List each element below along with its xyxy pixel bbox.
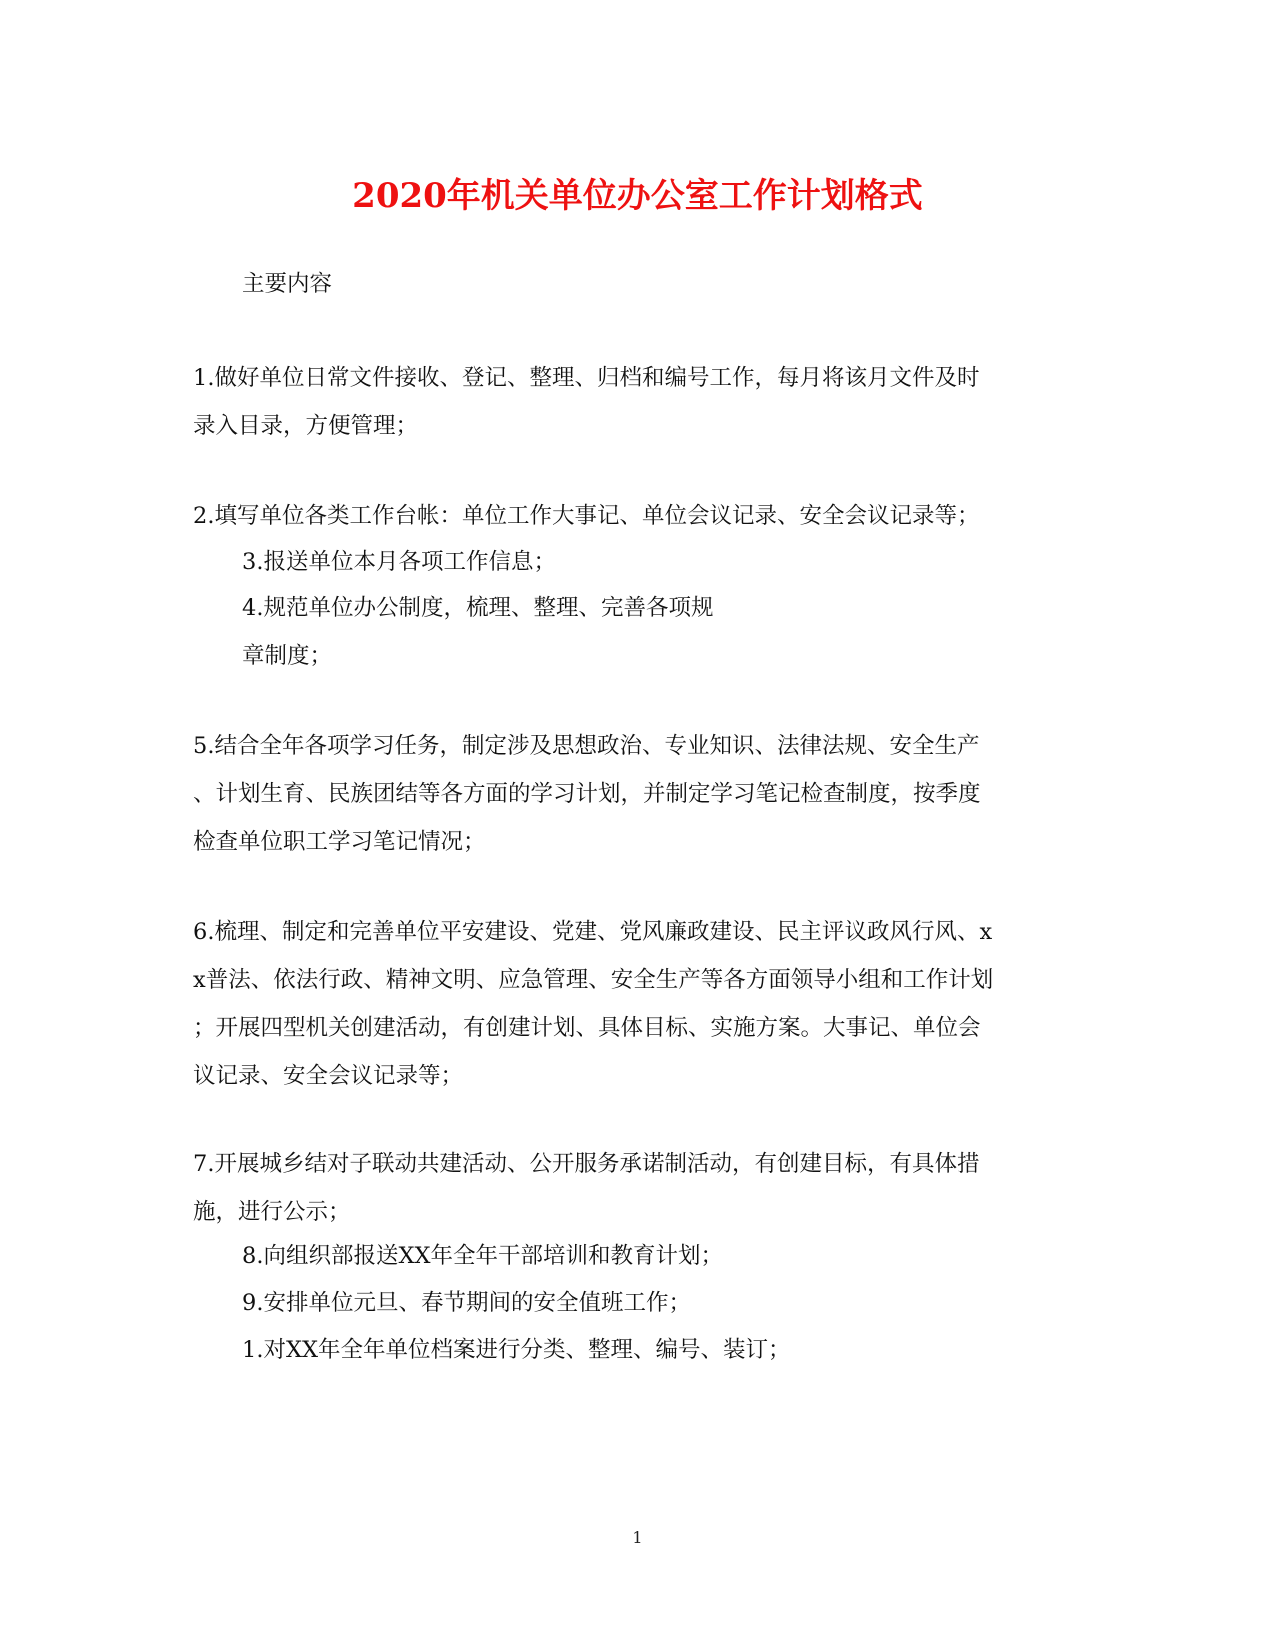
list-item (242, 584, 1142, 680)
list-item-line: 检查单位职工学习笔记情况； (193, 829, 486, 855)
list-item (242, 1279, 1142, 1327)
list-item-line: 施，进行公示； (193, 1199, 351, 1225)
list-item (193, 1140, 1093, 1236)
document-title: 2020年机关单位办公室工作计划格式 (352, 176, 923, 216)
section-heading (242, 260, 1142, 308)
list-item-line: 1.对XX年全年单位档案进行分类、整理、编号、装订； (242, 1337, 791, 1363)
list-item-line: 录入目录，方便管理； (193, 413, 419, 439)
list-item (242, 1232, 1142, 1280)
list-item-line: 7.开展城乡结对子联动共建活动、公开服务承诺制活动，有创建目标，有具体措 (193, 1151, 980, 1177)
list-item-line: 章制度； (242, 643, 333, 669)
list-item-line: 5.结合全年各项学习任务，制定涉及思想政治、专业知识、法律法规、安全生产 (193, 733, 980, 759)
list-item-line: 9.安排单位元旦、春节期间的安全值班工作； (242, 1290, 691, 1316)
list-item-line: 1.做好单位日常文件接收、登记、整理、归档和编号工作，每月将该月文件及时 (193, 365, 980, 391)
list-item (193, 722, 1093, 866)
list-item-line: 2.填写单位各类工作台帐：单位工作大事记、单位会议记录、安全会议记录等； (193, 503, 980, 529)
list-item-line: 6.梳理、制定和完善单位平安建设、党建、党风廉政建设、民主评议政风行风、x (193, 919, 993, 945)
list-item (242, 538, 1142, 586)
list-item-line: 、计划生育、民族团结等各方面的学习计划，并制定学习笔记检查制度，按季度 (193, 781, 981, 807)
list-item-line: x普法、依法行政、精神文明、应急管理、安全生产等各方面领导小组和工作计划 (193, 967, 994, 993)
list-item-line: 3.报送单位本月各项工作信息； (242, 549, 556, 575)
list-item-line: 4.规范单位办公制度，梳理、整理、完善各项规 (242, 595, 714, 621)
list-item (193, 354, 1093, 450)
list-item (242, 1326, 1142, 1374)
list-item-line: 议记录、安全会议记录等； (193, 1063, 464, 1089)
list-item (193, 908, 1093, 1100)
section-heading-text: 主要内容 (242, 271, 333, 297)
list-item-line: ；开展四型机关创建活动，有创建计划、具体目标、实施方案。大事记、单位会 (193, 1015, 981, 1041)
list-item (193, 492, 1093, 540)
page-number: 1 (632, 1528, 643, 1547)
list-item-line: 8.向组织部报送XX年全年干部培训和教育计划； (242, 1243, 724, 1269)
